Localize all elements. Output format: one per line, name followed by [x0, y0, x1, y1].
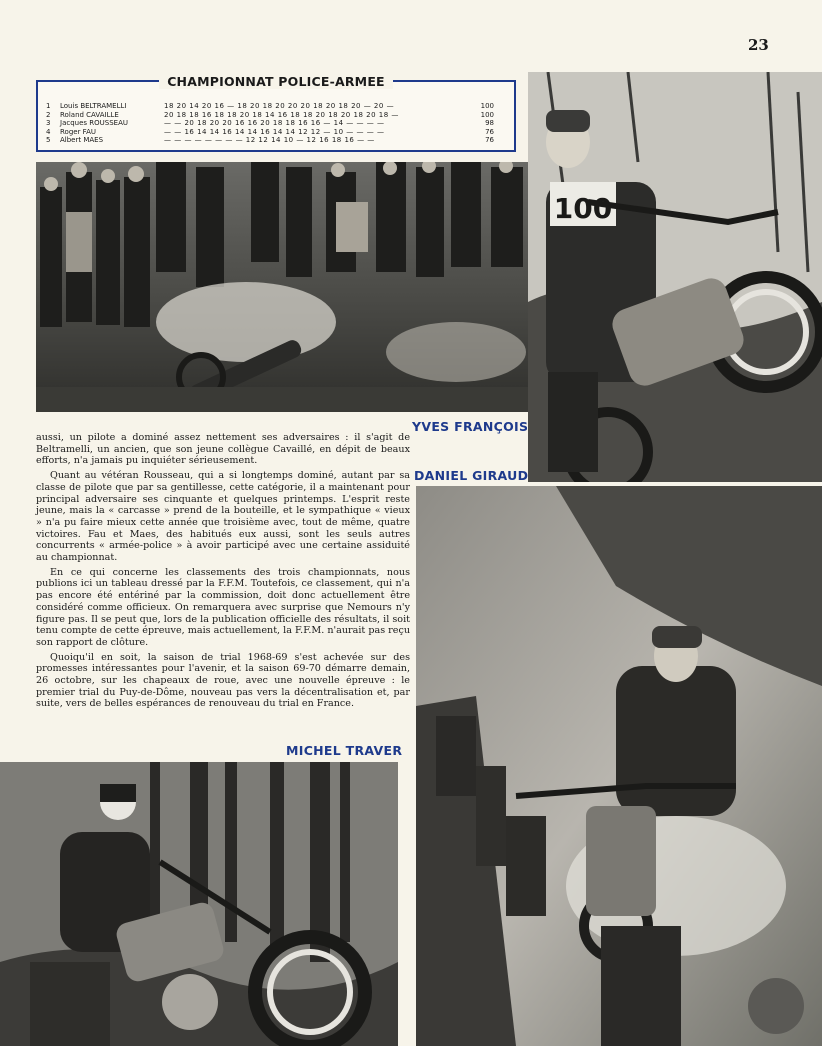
daniel-giraud-photo	[416, 486, 822, 1046]
caption-michel-traver: MICHEL TRAVER	[286, 743, 403, 758]
article-paragraph: En ce qui concerne les classements des trois championnats, nous publions ici un tableau dressé par la F.F.M. Toutefois, ce classement, qui n'a pas encore été entériné par la commission, doit donc actuellement être considéré comme officieux. On remarquera avec surprise que Nemours n'y figure pas. Il se peut que, lors de la publication officielle des résultats, il soit tenu compte de cette épreuve, mais actuellement, la F.F.M. n'aurait pas reçu son rapport de clôture.	[36, 566, 410, 648]
article-paragraph: aussi, un pilote a dominé assez nettement ses adversaires : il s'agit de Beltramelli, un ancien, que son jeune collègue Cavaillé, en dépit de beaux efforts, n'a jamais pu inquiéter sérieusement.	[36, 432, 410, 467]
standings-rows	[46, 102, 514, 145]
standings-row: 3 Jacques ROUSSEAU — — 20 18 20 20 16 16 20 18 18 16 16 — 14 — — — — 98	[46, 119, 494, 127]
yves-francois-photo	[528, 72, 822, 482]
caption-yves-francois: YVES FRANÇOIS	[412, 419, 529, 434]
caption-daniel-giraud: DANIEL GIRAUD	[414, 468, 529, 483]
crowd-trial-photo	[36, 162, 528, 412]
standings-title: CHAMPIONNAT POLICE-ARMEE	[159, 74, 393, 89]
page-number: 23	[748, 36, 769, 54]
standings-table	[36, 74, 516, 152]
standings-row: 5 Albert MAES — — — — — — — — 12 12 14 10 — 12 16 18 16 — — 76	[46, 136, 494, 144]
race-bib-number: 100	[553, 192, 613, 225]
article-paragraph: Quant au vétéran Rousseau, qui a si longtemps dominé, autant par sa classe de pilote que par sa gentillesse, cette catégorie, il a maintenant pour principal adversaire ses cinquante et quelques printemps. L'esprit reste jeune, mais la « carcasse » prend de la bouteille, et le sympathique « vieux » n'a pu faire mieux cette année que troisième avec, tout de même, quatre victoires. Fau et Maes, des habitués eux aussi, sont les seuls autres concurrents « armée-police » à avoir participé avec une certaine assiduité au championnat.	[36, 470, 410, 564]
article-paragraph: Quoiqu'il en soit, la saison de trial 1968-69 s'est achevée sur des promesses intéressantes pour l'avenir, et la saison 69-70 démarre demain, 26 octobre, sur les chapeaux de roue, avec une nouvelle épreuve : le premier trial du Puy-de-Dôme, nouveau pas vers la décentralisation et, par suite, vers de belles espérances de renouveau du trial en France.	[36, 651, 410, 710]
standings-row: 2 Roland CAVAILLE 20 18 18 16 18 18 20 18 14 16 18 18 20 18 20 18 20 18 — 100	[46, 110, 494, 119]
article-body	[36, 432, 410, 713]
standings-row: 4 Roger FAU — — 16 14 14 16 14 14 16 14 14 12 12 — 10 — — — — 76	[46, 127, 494, 136]
standings-row: 1 Louis BELTRAMELLI 18 20 14 20 16 — 18 20 18 20 20 20 18 20 18 20 — 20 — 100	[46, 102, 494, 110]
michel-traver-photo	[0, 762, 398, 1046]
